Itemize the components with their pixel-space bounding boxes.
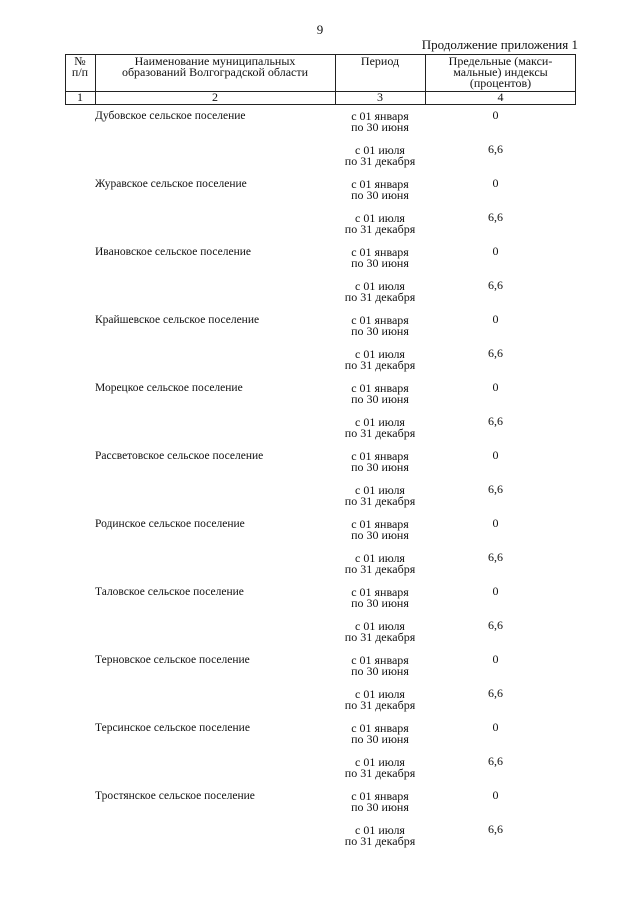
header-col-number: № п/п xyxy=(71,54,89,79)
header-border-left xyxy=(65,55,66,92)
period-second-half: с 01 июля по 31 декабря xyxy=(344,143,416,168)
table-row xyxy=(65,244,576,312)
municipality-name: Таловское сельское поселение xyxy=(95,586,244,598)
table-row xyxy=(65,176,576,244)
index-value-first-half: 0 xyxy=(492,652,499,666)
header-col-index: Предельные (макси- мальные) индексы (процентов) xyxy=(448,54,553,90)
period-first-half: с 01 января по 30 июня xyxy=(351,245,409,270)
index-value-first-half: 0 xyxy=(492,312,499,326)
index-value-first-half: 0 xyxy=(492,584,499,598)
index-value-second-half: 6,6 xyxy=(488,618,503,632)
table-header xyxy=(65,54,576,92)
period-first-half: с 01 января по 30 июня xyxy=(351,721,409,746)
period-first-half: с 01 января по 30 июня xyxy=(351,517,409,542)
municipality-name: Тростянское сельское поселение xyxy=(95,790,255,802)
period-first-half: с 01 января по 30 июня xyxy=(351,449,409,474)
municipality-name: Рассветовское сельское поселение xyxy=(95,450,264,462)
period-second-half: с 01 июля по 31 декабря xyxy=(344,211,416,236)
table-row xyxy=(65,312,576,380)
index-value-first-half: 0 xyxy=(492,176,499,190)
period-first-half: с 01 января по 30 июня xyxy=(351,585,409,610)
period-second-half: с 01 июля по 31 декабря xyxy=(344,551,416,576)
header-divider-3 xyxy=(425,55,426,92)
page-number: 9 xyxy=(316,22,324,37)
period-second-half: с 01 июля по 31 декабря xyxy=(344,619,416,644)
index-value-first-half: 0 xyxy=(492,448,499,462)
period-first-half: с 01 января по 30 июня xyxy=(351,381,409,406)
period-first-half: с 01 января по 30 июня xyxy=(351,313,409,338)
table-row xyxy=(65,448,576,516)
index-value-second-half: 6,6 xyxy=(488,346,503,360)
period-second-half: с 01 июля по 31 декабря xyxy=(344,687,416,712)
period-first-half: с 01 января по 30 июня xyxy=(351,177,409,202)
index-value-second-half: 6,6 xyxy=(488,210,503,224)
index-value-second-half: 6,6 xyxy=(488,686,503,700)
period-second-half: с 01 июля по 31 декабря xyxy=(344,347,416,372)
period-second-half: с 01 июля по 31 декабря xyxy=(344,483,416,508)
period-second-half: с 01 июля по 31 декабря xyxy=(344,823,416,848)
index-value-first-half: 0 xyxy=(492,720,499,734)
municipality-name: Крайшевское сельское поселение xyxy=(95,314,260,326)
header-col-name: Наименование муниципальных образований Волгоградской области xyxy=(121,54,309,79)
municipality-name: Родинское сельское поселение xyxy=(95,518,245,530)
municipality-name: Морецкое сельское поселение xyxy=(95,382,243,394)
column-number-3: 3 xyxy=(377,90,383,104)
table-body xyxy=(65,108,576,856)
table-row xyxy=(65,108,576,176)
table-row xyxy=(65,652,576,720)
num-row-border-right xyxy=(575,92,576,104)
index-value-second-half: 6,6 xyxy=(488,142,503,156)
table-row xyxy=(65,788,576,856)
index-value-first-half: 0 xyxy=(492,108,499,122)
period-second-half: с 01 июля по 31 декабря xyxy=(344,279,416,304)
column-number-1: 1 xyxy=(77,90,83,104)
index-value-first-half: 0 xyxy=(492,788,499,802)
index-value-second-half: 6,6 xyxy=(488,822,503,836)
num-row-divider-3 xyxy=(425,92,426,104)
municipality-name: Дубовское сельское поселение xyxy=(95,110,246,122)
period-second-half: с 01 июля по 31 декабря xyxy=(344,415,416,440)
index-value-second-half: 6,6 xyxy=(488,550,503,564)
period-second-half: с 01 июля по 31 декабря xyxy=(344,755,416,780)
header-border-right xyxy=(575,55,576,92)
index-value-first-half: 0 xyxy=(492,516,499,530)
appendix-continuation-label: Продолжение приложения 1 xyxy=(421,37,578,52)
period-first-half: с 01 января по 30 июня xyxy=(351,789,409,814)
municipality-name: Журавское сельское поселение xyxy=(95,178,247,190)
header-col-period: Период xyxy=(360,54,400,68)
index-value-second-half: 6,6 xyxy=(488,482,503,496)
num-row-divider-2 xyxy=(335,92,336,104)
column-number-2: 2 xyxy=(212,90,218,104)
municipality-name: Терсинское сельское поселение xyxy=(95,722,250,734)
index-value-second-half: 6,6 xyxy=(488,278,503,292)
table-row xyxy=(65,720,576,788)
column-number-row xyxy=(65,91,576,105)
index-value-second-half: 6,6 xyxy=(488,414,503,428)
index-value-first-half: 0 xyxy=(492,380,499,394)
period-first-half: с 01 января по 30 июня xyxy=(351,653,409,678)
period-first-half: с 01 января по 30 июня xyxy=(351,109,409,134)
table-row xyxy=(65,380,576,448)
table-row xyxy=(65,584,576,652)
column-number-4: 4 xyxy=(497,90,504,104)
num-row-divider-1 xyxy=(95,92,96,104)
municipality-name: Ивановское сельское поселение xyxy=(95,246,252,258)
header-divider-2 xyxy=(335,55,336,92)
header-divider-1 xyxy=(95,55,96,92)
num-row-border-left xyxy=(65,92,66,104)
index-value-first-half: 0 xyxy=(492,244,499,258)
municipality-name: Терновское сельское поселение xyxy=(95,654,250,666)
index-value-second-half: 6,6 xyxy=(488,754,503,768)
table-row xyxy=(65,516,576,584)
